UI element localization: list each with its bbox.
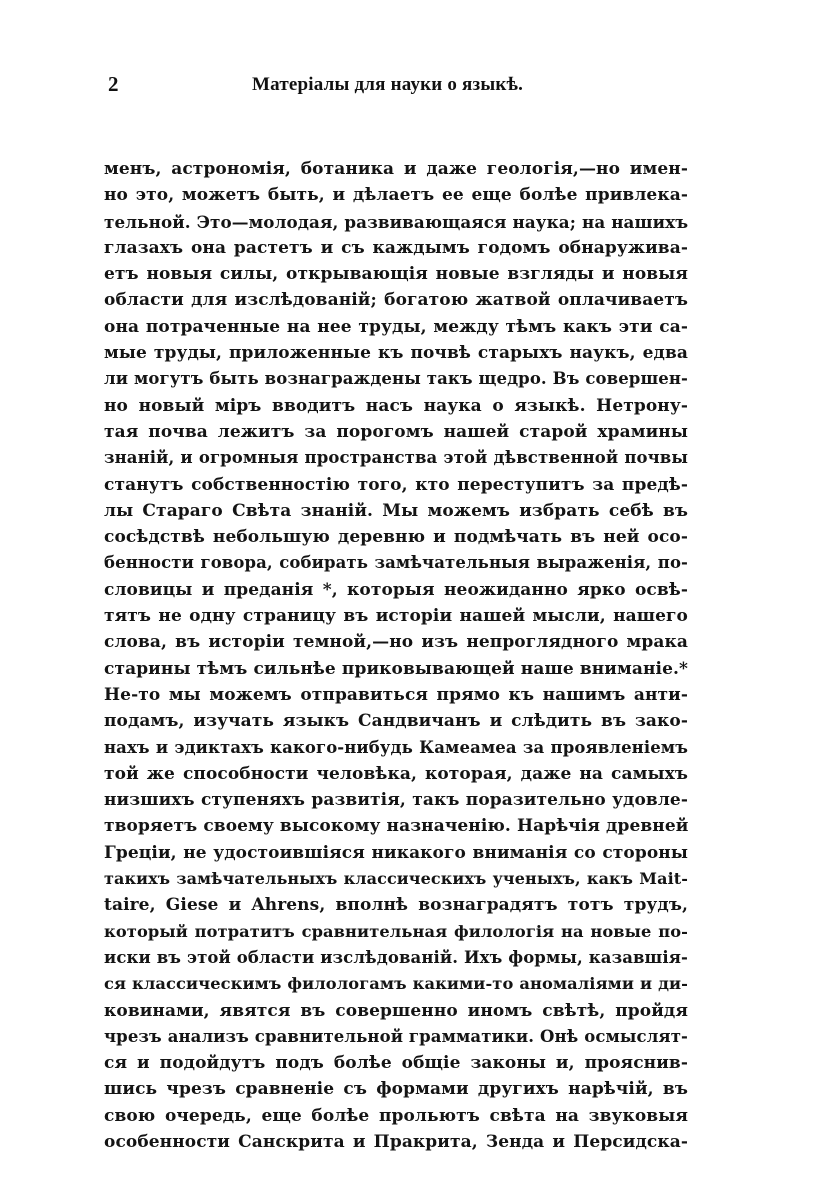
text-line: который потратитъ сравнительная филологія на новые по-	[104, 921, 688, 941]
text-line: Греціи, не удостоившіяся никакого вниманія со стороны	[104, 842, 688, 863]
text-line: ли могутъ быть вознаграждены такъ щедро. Въ совершен-	[104, 369, 688, 389]
text-line: старины тѣмъ сильнѣе приковывающей наше вниманіе.*	[104, 658, 688, 679]
text-line: taire, Giese и Ahrens, вполнѣ вознаградятъ тотъ трудъ,	[104, 895, 688, 916]
text-line: но это, можетъ быть, и дѣлаетъ ее еще болѣе привлека-	[104, 185, 688, 206]
text-line: области для изслѣдованій; богатою жатвой оплачиваетъ	[104, 290, 688, 311]
text-line: но новый міръ вводитъ насъ наука о языкѣ. Нетрону-	[104, 395, 688, 416]
text-line: чрезъ анализъ сравнительной грамматики. Онѣ осмыслят-	[104, 1026, 688, 1046]
text-line: она потраченные на нее труды, между тѣмъ какъ эти са-	[104, 316, 688, 337]
text-line: сосѣдствѣ небольшую деревню и подмѣчать въ ней осо-	[104, 527, 688, 548]
body-text	[104, 156, 688, 1155]
text-line: иски въ этой области изслѣдованій. Ихъ формы, казавшія-	[104, 947, 688, 967]
text-line: Не-то мы можемъ отправиться прямо къ нашимъ анти-	[104, 684, 688, 705]
text-line: лы Стараго Свѣта знаній. Мы можемъ избрать себѣ въ	[104, 500, 688, 521]
text-line: ся и подойдутъ подъ болѣе общіе законы и, прояснив-	[104, 1053, 688, 1074]
text-line: нахъ и эдиктахъ какого-нибудь Камеамеа за проявленіемъ	[104, 737, 688, 757]
text-line: тятъ не одну страницу въ исторіи нашей мысли, нашего	[104, 606, 688, 627]
text-line: мые труды, приложенные къ почвѣ старыхъ наукъ, едва	[104, 343, 688, 364]
text-line: тельной. Это—молодая, развивающаяся наука; на нашихъ	[104, 211, 689, 232]
text-line: тая почва лежитъ за порогомъ нашей старой храмины	[104, 421, 688, 442]
text-line: шись чрезъ сравненіе съ формами другихъ нарѣчій, въ	[104, 1079, 688, 1100]
page-number: 2	[108, 72, 119, 96]
text-line: той же способности человѣка, которая, даже на самыхъ	[104, 763, 688, 784]
text-line: ковинами, явятся въ совершенно иномъ свѣтѣ, пройдя	[104, 1000, 688, 1021]
text-line: словицы и преданія *, которыя неожиданно ярко освѣ-	[104, 579, 688, 600]
text-line: глазахъ она растетъ и съ каждымъ годомъ обнаружива-	[104, 237, 688, 258]
text-line: подамъ, изучать языкъ Сандвичанъ и слѣдить въ зако-	[104, 711, 688, 732]
text-line: низшихъ ступеняхъ развитія, такъ поразительно удовле-	[104, 790, 688, 811]
text-line: такихъ замѣчательныхъ классическихъ ученыхъ, какъ Mait-	[104, 869, 688, 889]
text-line: станутъ собственностію того, кто переступитъ за предѣ-	[104, 474, 688, 495]
text-line: творяетъ своему высокому назначенію. Нарѣчія древней	[104, 816, 689, 837]
running-head	[104, 72, 684, 102]
text-line: бенности говора, собирать замѣчательныя выраженія, по-	[104, 553, 688, 573]
text-line: особенности Санскрита и Пракрита, Зенда и Персидска-	[104, 1131, 688, 1152]
text-line: етъ новыя силы, открывающія новые взгляды и новыя	[104, 264, 688, 285]
text-line: знаній, и огромныя пространства этой дѣвственной почвы	[104, 448, 688, 468]
text-line: менъ, астрономія, ботаника и даже геологія,—но имен-	[104, 159, 688, 179]
running-title: Матеріалы для науки о языкѣ.	[252, 74, 524, 95]
text-line: слова, въ исторіи темной,—но изъ непроглядного мрака	[104, 632, 688, 653]
text-line: ся классическимъ филологамъ какими-то аномаліями и ди-	[104, 974, 688, 994]
text-line: свою очередь, еще болѣе прольютъ свѣта на звуковыя	[104, 1105, 688, 1126]
